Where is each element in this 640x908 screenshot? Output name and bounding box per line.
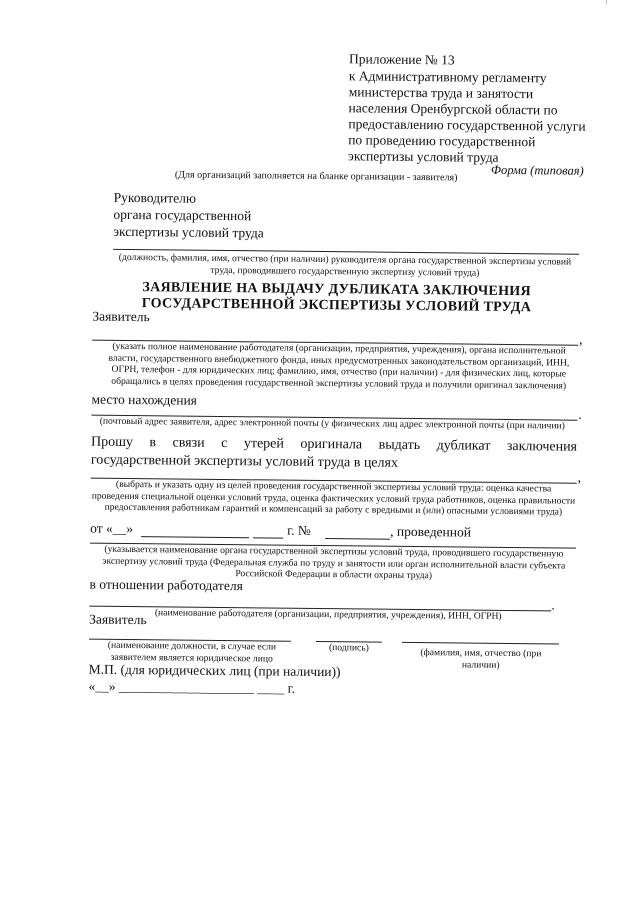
document-title-line-1: ЗАЯВЛЕНИЕ НА ВЫДАЧУ ДУБЛИКАТА ЗАКЛЮЧЕНИЯ	[142, 280, 531, 300]
employer-dot: .	[551, 597, 555, 613]
addressee-hint: (должность, фамилия, имя, отчество (при наличии) руководителя органа государственной экспертизы условий труда, проводившего государственную экспертизу условий труда)	[118, 251, 572, 279]
date-from-label: от «__»	[90, 520, 134, 537]
location-hint: (почтовый адрес заявителя, адрес электронной почты (у физических лиц адрес электронной почты (при наличии)	[99, 415, 565, 432]
date-conducted-label: , проведенной	[390, 523, 472, 540]
addressee-line-2: органа государственной	[113, 206, 252, 224]
appendix-line-3: министерства труда и занятости	[348, 84, 534, 102]
form-type-label: Форма (типовая)	[490, 162, 584, 178]
appendix-line-5: предоставлению государственной услуги	[348, 116, 586, 134]
employer-label: в отношении работодателя	[89, 576, 243, 594]
request-comma: ,	[577, 469, 582, 485]
addressee-line-1: Руководителю	[113, 189, 197, 206]
employer-hint: (наименование работодателя (организации, предприятия, учреждения), ИНН, ОГРН)	[154, 607, 502, 622]
appendix-line-2: к Административному регламенту	[348, 68, 547, 86]
location-dot: .	[578, 406, 582, 422]
stamp-label: М.П. (для юридических лиц (при наличии))	[88, 661, 341, 680]
position-hint: (наименование должности, в случае если заявителем является юридическое лицо	[107, 639, 277, 665]
appendix-line-7: экспертизы условий труда	[348, 148, 499, 165]
name-hint: (фамилия, имя, отчество (при наличии)	[420, 647, 542, 671]
applicant-label: Заявитель	[92, 308, 150, 325]
applicant-comma: ,	[579, 331, 583, 347]
appendix-block	[5, 0, 640, 165]
letterhead-note: (Для организаций заполняется на бланке организации - заявителя)	[174, 169, 458, 184]
location-label: место нахождения	[91, 391, 198, 408]
request-hint: (выбрать и указать одну из целей проведения государственной экспертизы условий труда: оценка качества проведения специальной оценки условий труда, оценка фактических условий труда работников, оценка правильности предоставления работникам гарантий и компенсаций за работу с вредными и (или) опасными условиями труда)	[91, 478, 576, 518]
date-year-fill[interactable]	[253, 537, 283, 538]
sign-hint: (подпись)	[328, 642, 369, 654]
date-year-number-label: г. №	[287, 522, 311, 538]
request-line-2: государственной экспертизы условий труда в целях	[90, 452, 399, 471]
appendix-line-4: населения Оренбургской области по	[348, 100, 558, 118]
document-title-line-2: ГОСУДАРСТВЕННОЙ ЭКСПЕРТИЗЫ УСЛОВИЙ ТРУДА	[141, 296, 532, 316]
date-month-fill[interactable]	[141, 536, 249, 538]
authority-hint: (указывается наименование органа государственной экспертизы условий труда, проводившего государственную экспертизу условий труда (Федеральная служба по труду и занятости или орган исполнительной власти субъекта Российской Федерации в области охраны труда)	[102, 543, 566, 582]
name-fill-line[interactable]	[402, 642, 559, 645]
addressee-line-3: экспертизы условий труда	[113, 223, 264, 241]
request-line-1: Прошу в связи с утерей оригинала выдать дубликат заключения	[90, 434, 578, 455]
applicant-hint: (указать полное наименование работодателя (организации, предприятия, учреждения), органа исполнительной власти, государственного внебюджетного фонда, иных предусмотренных законодательством организаций, ИНН, ОГРН, телефон - для юридических лиц; фамилию, имя, отчество (при наличии) - для физических лиц, которые обращались в целях проведения государственной экспертизы условий труда и получили оригинал заключения)	[108, 340, 570, 392]
signature-label: Заявитель	[89, 611, 147, 628]
appendix-line-6: по проведению государственной	[348, 132, 536, 150]
appendix-line-1: Приложение № 13	[349, 51, 455, 68]
number-fill[interactable]	[325, 538, 390, 540]
stamp-date-line: «__» ____________________ ____ г.	[88, 678, 296, 696]
